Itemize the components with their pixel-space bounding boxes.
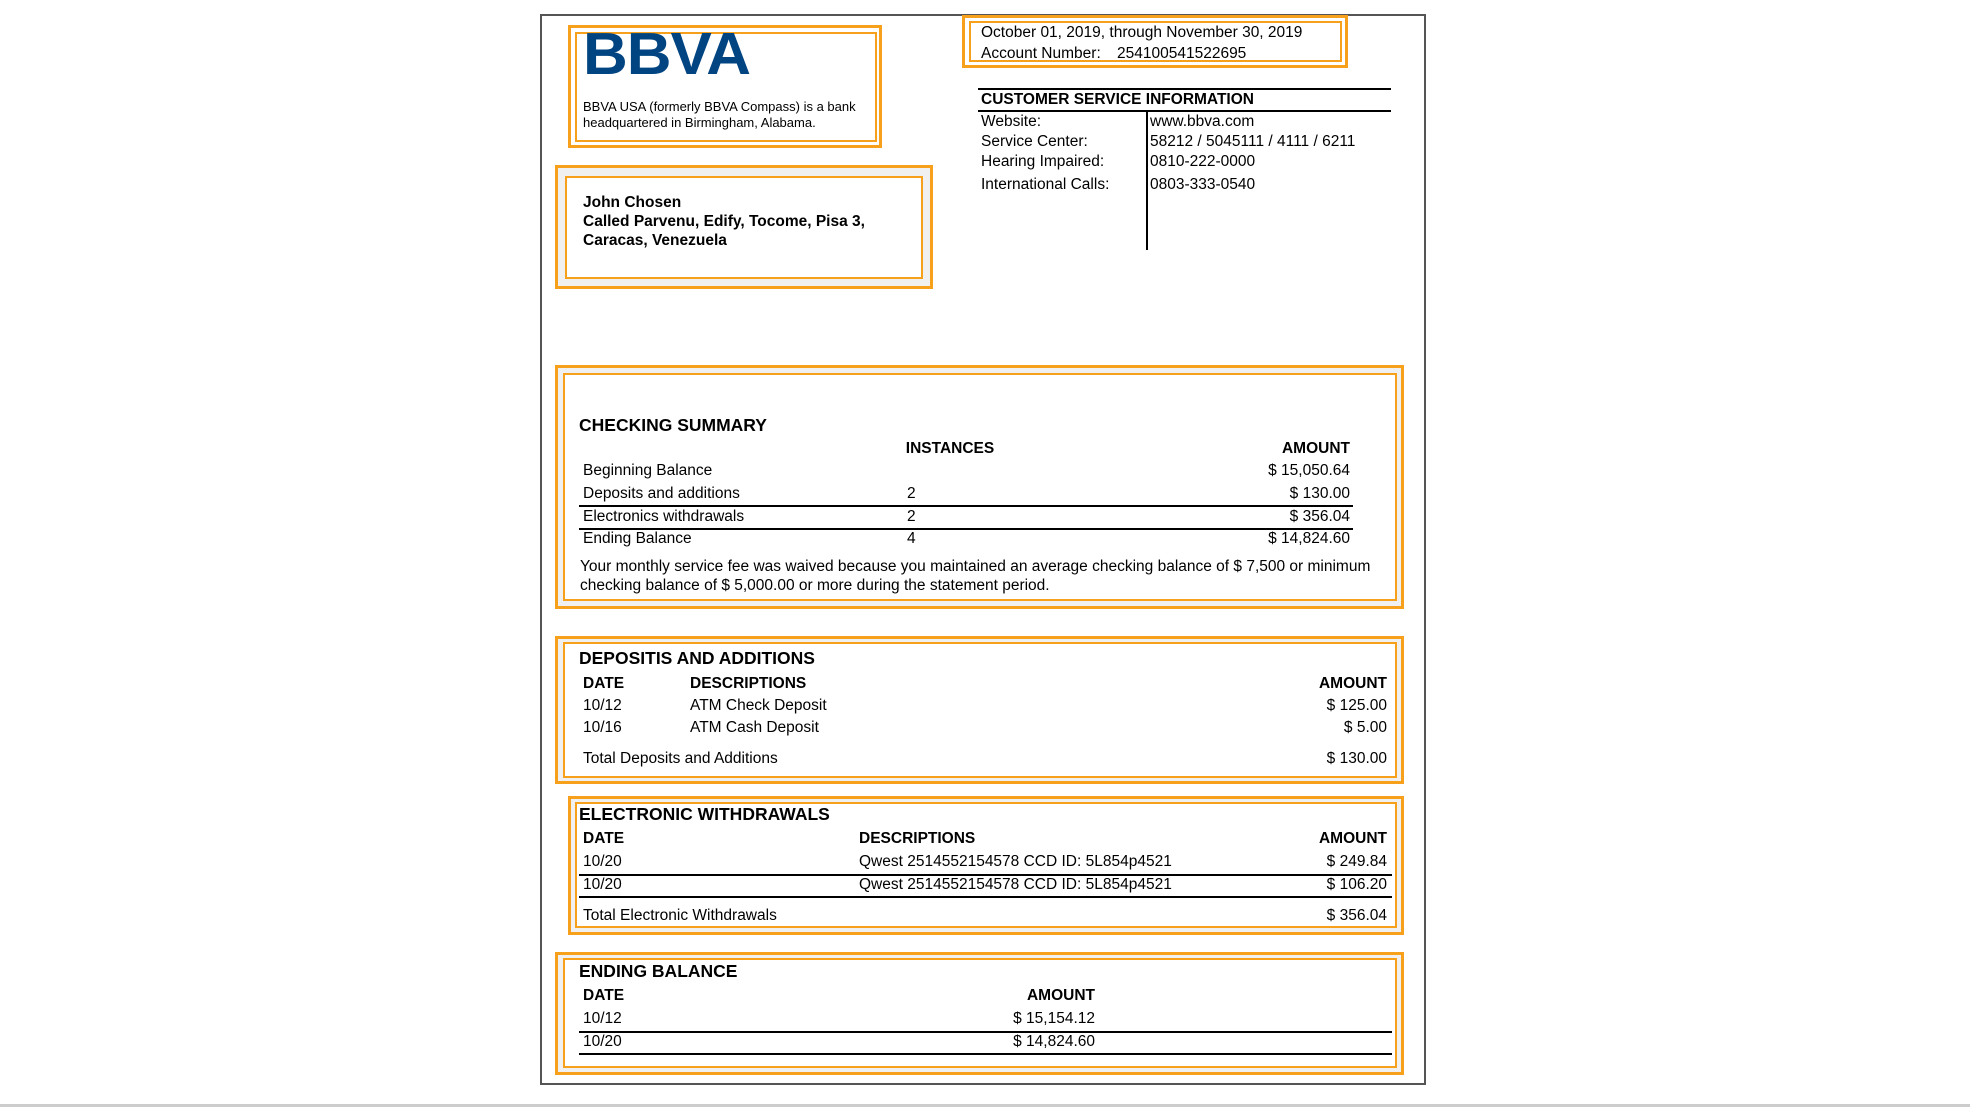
cs-label: Hearing Impaired:	[981, 153, 1105, 170]
bank-description: BBVA USA (formerly BBVA Compass) is a bank	[583, 99, 856, 114]
summary-instances: 2	[907, 485, 916, 502]
row-divider	[579, 1031, 1392, 1033]
customer-service-title: CUSTOMER SERVICE INFORMATION	[981, 91, 1254, 108]
balance-date: 10/20	[583, 1033, 622, 1050]
cs-label: International Calls:	[981, 176, 1110, 193]
summary-label: Electronics withdrawals	[583, 508, 745, 525]
col-date: DATE	[583, 987, 625, 1004]
deposit-date: 10/16	[583, 719, 622, 736]
col-amount: AMOUNT	[1281, 440, 1350, 457]
row-divider	[579, 896, 1392, 898]
deposit-amount: $ 125.00	[1326, 697, 1387, 714]
column-divider	[1146, 111, 1148, 250]
col-descriptions: DESCRIPTIONS	[859, 830, 976, 847]
summary-label: Beginning Balance	[583, 462, 713, 479]
cs-value: 0810-222-0000	[1150, 153, 1256, 170]
statement-period: October 01, 2019, through November 30, 2019	[981, 24, 1303, 41]
customer-address: Called Parvenu, Edify, Tocome, Pisa 3,	[583, 213, 865, 230]
account-number: 254100541522695	[1117, 45, 1247, 62]
divider	[978, 88, 1391, 90]
col-amount: AMOUNT	[1318, 830, 1387, 847]
withdrawal-desc: Qwest 2514552154578 CCD ID: 5L854p4521	[859, 876, 1172, 893]
deposit-desc: ATM Check Deposit	[690, 697, 827, 714]
col-date: DATE	[583, 675, 625, 692]
withdrawals-total-label: Total Electronic Withdrawals	[583, 907, 777, 924]
fee-note: checking balance of $ 5,000.00 or more during the statement period.	[580, 577, 1050, 594]
balance-amount: $ 14,824.60	[1013, 1033, 1095, 1050]
col-instances: INSTANCES	[905, 440, 995, 457]
withdrawal-amount: $ 249.84	[1326, 853, 1387, 870]
viewer-bottom-edge	[0, 1104, 1970, 1107]
bank-description: headquartered in Birmingham, Alabama.	[583, 115, 816, 130]
deposits-total-amount: $ 130.00	[1326, 750, 1387, 767]
customer-name: John Chosen	[583, 194, 682, 211]
row-divider	[579, 1053, 1392, 1055]
balance-amount: $ 15,154.12	[1013, 1010, 1095, 1027]
fee-note: Your monthly service fee was waived because you maintained an average checking balance of $ 7,500 or minimum	[580, 558, 1371, 575]
cs-label: Service Center:	[981, 133, 1088, 150]
cs-label: Website:	[981, 113, 1042, 130]
website-link[interactable]: www.bbva.com	[1150, 113, 1255, 130]
summary-amount: $ 356.04	[1289, 508, 1350, 525]
row-divider	[579, 528, 1353, 530]
deposit-amount: $ 5.00	[1343, 719, 1387, 736]
col-descriptions: DESCRIPTIONS	[690, 675, 807, 692]
summary-amount: $ 15,050.64	[1268, 462, 1350, 479]
checking-summary-title: CHECKING SUMMARY	[579, 415, 767, 435]
customer-address: Caracas, Venezuela	[583, 232, 727, 249]
withdrawal-desc: Qwest 2514552154578 CCD ID: 5L854p4521	[859, 853, 1172, 870]
account-label: Account Number:	[981, 45, 1101, 62]
withdrawals-total-amount: $ 356.04	[1326, 907, 1387, 924]
summary-amount: $ 130.00	[1289, 485, 1350, 502]
ending-balance-title: ENDING BALANCE	[579, 961, 738, 981]
summary-instances: 2	[907, 508, 916, 525]
deposits-total-label: Total Deposits and Additions	[583, 750, 778, 767]
summary-instances: 4	[907, 530, 916, 547]
summary-label: Ending Balance	[583, 530, 692, 547]
cs-value: 58212 / 5045111 / 4111 / 6211	[1150, 133, 1356, 150]
deposit-desc: ATM Cash Deposit	[690, 719, 819, 736]
withdrawal-date: 10/20	[583, 853, 622, 870]
summary-label: Deposits and additions	[583, 485, 740, 502]
bbva-logo: BBVA	[583, 21, 751, 88]
deposit-date: 10/12	[583, 697, 622, 714]
withdrawal-date: 10/20	[583, 876, 622, 893]
divider	[978, 110, 1391, 112]
col-date: DATE	[583, 830, 625, 847]
row-divider	[579, 505, 1353, 507]
withdrawal-amount: $ 106.20	[1326, 876, 1387, 893]
cs-value: 0803-333-0540	[1150, 176, 1256, 193]
col-amount: AMOUNT	[1318, 675, 1387, 692]
withdrawals-title: ELECTRONIC WITHDRAWALS	[579, 804, 830, 824]
col-amount: AMOUNT	[1026, 987, 1095, 1004]
deposits-title: DEPOSITIS AND ADDITIONS	[579, 648, 815, 668]
balance-date: 10/12	[583, 1010, 622, 1027]
summary-amount: $ 14,824.60	[1268, 530, 1350, 547]
